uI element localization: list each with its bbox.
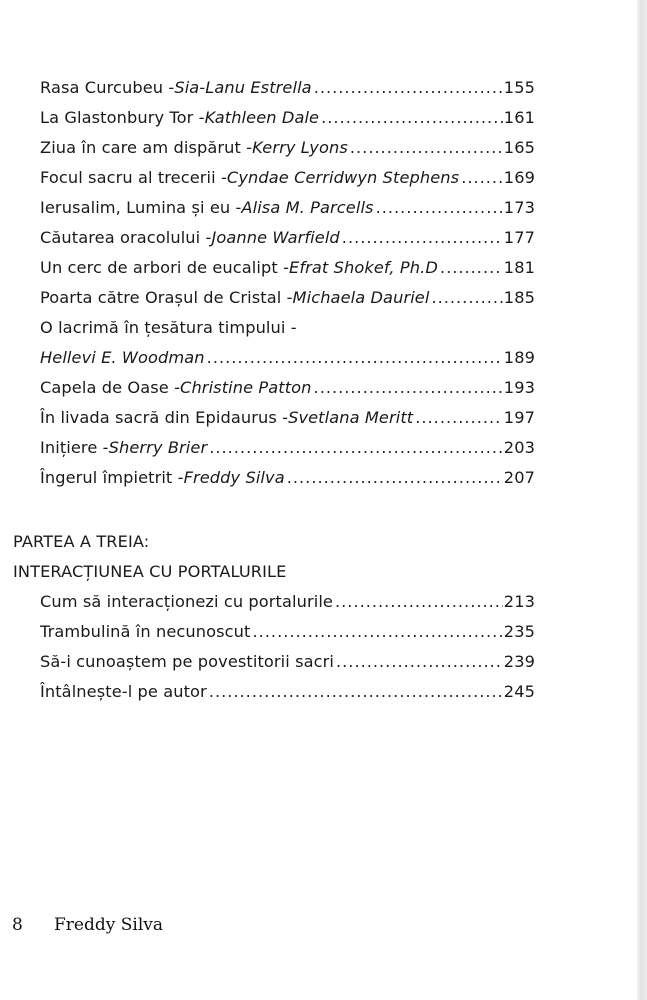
entry-title: Focul sacru al trecerii - <box>40 168 227 187</box>
entry-page-number: 245 <box>503 682 535 701</box>
entry-title: Căutarea oracolului - <box>40 228 212 247</box>
entry-page-number: 169 <box>503 168 535 187</box>
dot-leader <box>350 138 503 157</box>
entry-author: Sia-Lanu Estrella <box>174 78 312 97</box>
toc-entry <box>40 592 535 622</box>
entry-title: Trambulină în necunoscut <box>40 622 251 641</box>
entry-title: Să-i cunoaștem pe povestitorii sacri <box>40 652 335 671</box>
entry-title: Inițiere - <box>40 438 109 457</box>
running-head-author: Freddy Silva <box>54 915 164 935</box>
entry-author: Alisa M. Parcells <box>241 198 374 217</box>
toc-entry <box>40 378 535 408</box>
toc-entry <box>40 258 535 288</box>
dot-leader <box>207 348 503 367</box>
entry-title: La Glastonbury Tor - <box>40 108 205 127</box>
entry-author: Kerry Lyons <box>252 138 348 157</box>
entry-page-number: 173 <box>503 198 535 217</box>
entry-page-number: 213 <box>503 592 535 611</box>
toc-entry <box>40 622 535 652</box>
entry-author: Christine Patton <box>180 378 312 397</box>
dot-leader <box>209 438 503 457</box>
entry-title: Întâlnește-l pe autor <box>40 682 207 701</box>
dot-leader <box>314 78 503 97</box>
entry-author: Sherry Brier <box>108 438 208 457</box>
entry-author: Efrat Shokef, Ph.D <box>289 258 438 277</box>
toc-entry <box>40 168 535 198</box>
dot-leader <box>461 168 503 187</box>
entry-title: Ierusalim, Lumina și eu - <box>40 198 242 217</box>
entry-title: Ziua în care am dispărut - <box>40 138 253 157</box>
entry-page-number: 177 <box>503 228 535 247</box>
entry-page-number: 155 <box>503 78 535 97</box>
page-edge-shadow <box>637 0 647 1000</box>
entry-author: Michaela Dauriel <box>292 288 430 307</box>
dot-leader <box>336 652 503 671</box>
toc-entry <box>40 108 535 138</box>
entry-title: Îngerul împietrit - <box>40 468 184 487</box>
toc-entry <box>40 198 535 228</box>
entry-author: Hellevi E. Woodman <box>40 348 205 367</box>
entry-page-number: 193 <box>503 378 535 397</box>
dot-leader <box>335 592 503 611</box>
entry-author: Svetlana Meritt <box>288 408 414 427</box>
entry-page-number: 239 <box>503 652 535 671</box>
entry-title: Poarta către Orașul de Cristal - <box>40 288 293 307</box>
entry-author: Kathleen Dale <box>204 108 320 127</box>
entry-page-number: 189 <box>503 348 535 367</box>
entry-title: În livada sacră din Epidaurus - <box>40 408 289 427</box>
part-heading-line2: INTERACȚIUNEA CU PORTALURILE <box>13 562 287 581</box>
entry-page-number: 203 <box>503 438 535 457</box>
entry-page-number: 181 <box>503 258 535 277</box>
entry-page-number: 197 <box>503 408 535 427</box>
part-heading-line1: PARTEA A TREIA: <box>13 532 150 551</box>
entry-page-number: 161 <box>503 108 535 127</box>
dot-leader <box>431 288 502 307</box>
entry-page-number: 185 <box>503 288 535 307</box>
toc-entry <box>40 288 535 318</box>
entry-title: Rasa Curcubeu - <box>40 78 175 97</box>
toc-entry <box>40 228 535 258</box>
dot-leader <box>287 468 503 487</box>
page-footer <box>12 915 163 935</box>
entry-page-number: 165 <box>503 138 535 157</box>
entry-page-number: 207 <box>503 468 535 487</box>
toc-entry <box>40 408 535 438</box>
toc-entry <box>40 652 535 682</box>
dot-leader <box>440 258 503 277</box>
toc-entry-wrapped-title <box>40 318 535 348</box>
toc-entry <box>40 438 535 468</box>
dot-leader <box>321 108 503 127</box>
toc-entry-wrapped-author <box>40 348 535 378</box>
dot-leader <box>209 682 503 701</box>
dot-leader <box>376 198 503 217</box>
toc-entry <box>40 468 535 498</box>
entry-author: Freddy Silva <box>183 468 285 487</box>
entry-title: Capela de Oase - <box>40 378 181 397</box>
toc-entry <box>40 78 535 108</box>
dot-leader <box>253 622 503 641</box>
entry-page-number: 235 <box>503 622 535 641</box>
entry-title: Cum să interacționezi cu portalurile <box>40 592 333 611</box>
toc-entry <box>40 682 535 712</box>
entry-title: Un cerc de arbori de eucalipt - <box>40 258 290 277</box>
page-number: 8 <box>12 915 23 935</box>
dot-leader <box>415 408 503 427</box>
toc-entry <box>40 138 535 168</box>
entry-author: Joanne Warfield <box>211 228 340 247</box>
dot-leader <box>342 228 503 247</box>
entry-author: Cyndae Cerridwyn Stephens <box>226 168 460 187</box>
dot-leader <box>314 378 503 397</box>
entry-title: O lacrimă în țesătura timpului - <box>40 318 297 337</box>
